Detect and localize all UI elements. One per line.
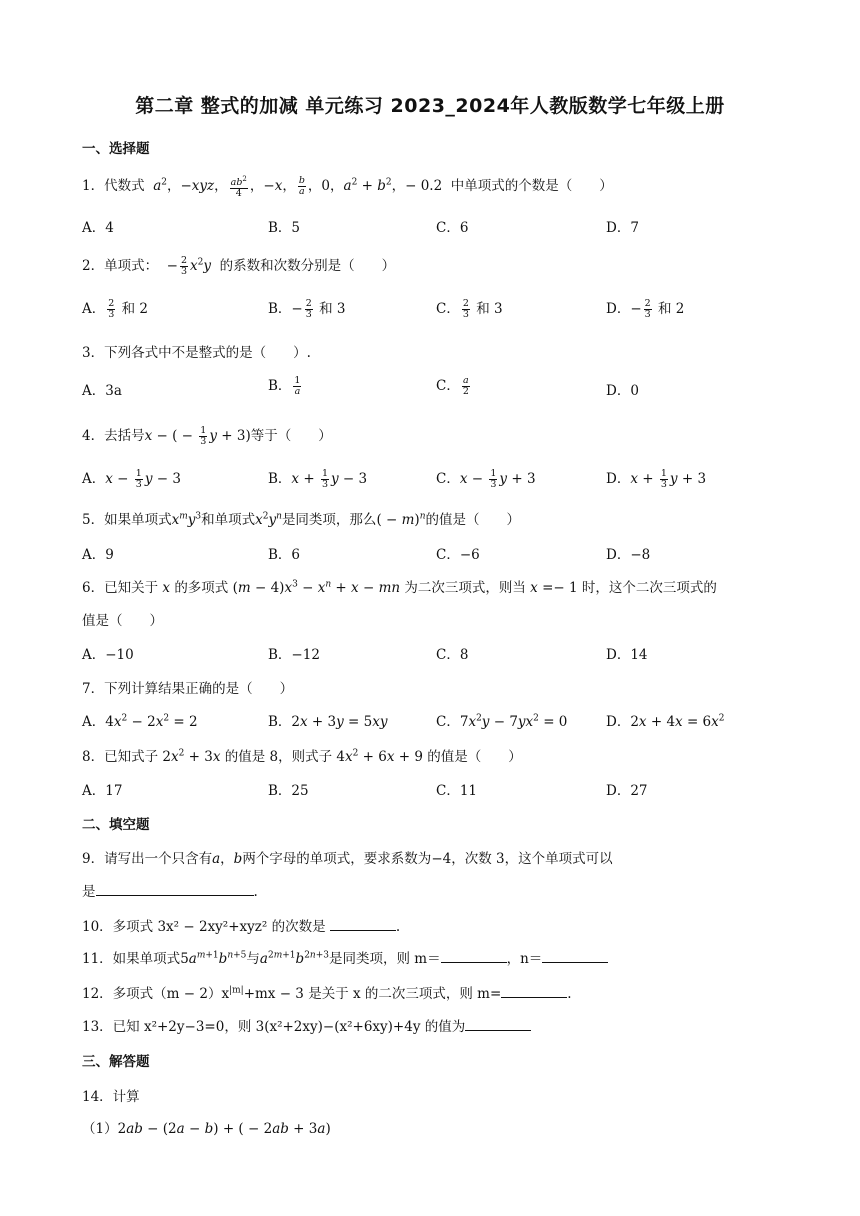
q13-answer-blank[interactable] (465, 1018, 531, 1031)
question-14-part-1: （1）2ab − (2a − b) + ( − 2ab + 3a) (82, 1121, 331, 1137)
question-12: 12．多项式$(m - 2)x^{|m|}+mx - 3$ 是关于 x 的二次三项式，则 m= . (82, 985, 572, 1002)
q5-option-d: D．−8 (606, 547, 651, 563)
q7-option-a: A．$4x^2 - 2x^2 = 2$ (82, 713, 198, 730)
question-11: 11．如果单项式$5a^{m+1}b^{n+5}$与$a^{2m+1}b^{2n+3}$是同类项，则 m＝ ，n＝ (82, 947, 608, 967)
q1-option-c: C．6 (436, 220, 469, 236)
q4-prefix: 4．去括号 (82, 428, 145, 444)
q9-answer-blank[interactable] (96, 883, 254, 896)
q4-expression: x − ( − $\frac{1}{3}$ y + 3) (144, 425, 251, 447)
section-choice-heading: 一、选择题 (82, 141, 150, 157)
q2-expression: − $\frac{2}{3}$ $x^2y$ (162, 255, 212, 277)
q4-option-c: C．x − $\frac{1}{3}$ y + 3 (436, 468, 536, 490)
q11-n-blank[interactable] (542, 950, 608, 963)
question-2 (82, 254, 395, 277)
q7-option-c: C．$7x^2y - 7yx^2 = 0$ (436, 713, 568, 730)
q2-option-c: C． $\frac{2}{3}$ 和 3 (436, 298, 503, 320)
question-1 (82, 174, 613, 199)
question-5: 5．如果单项式$x^my^3$和单项式$x^2y^n$是同类项，那么( − m)$^n$的值是（ ） (82, 511, 520, 528)
q3-option-c: C． $\frac{a}{2}$ (436, 375, 469, 397)
q8-option-a: A．17 (82, 783, 123, 799)
document-title: 第二章 整式的加减 单元练习 2023_2024年人教版数学七年级上册 (135, 95, 725, 117)
question-6: 6．已知关于 x 的多项式 $(m - 4)x^3 - x^n + x$ − mn 为二次三项式，则当 x =− 1 时，这个二次三项式的 (82, 579, 717, 596)
q6-option-a: A．−10 (82, 647, 134, 663)
q1-option-d: D．7 (606, 220, 639, 236)
q2-suffix: 的系数和次数分别是（ ） (219, 258, 396, 274)
q4-suffix: 等于（ ） (250, 428, 332, 444)
q5-option-a: A．9 (82, 547, 114, 563)
question-9-continued: 是 . (82, 884, 258, 900)
question-4 (82, 424, 332, 447)
q11-m-blank[interactable] (441, 950, 507, 963)
q5-option-b: B．6 (268, 547, 301, 563)
q1-expressions: $a^2$，−xyz， $\frac{ab^2}{4}$ ，−x， $\frac{b}{a}$ ，0，$a^2 + b^2$，− 0.2 (153, 175, 447, 200)
q7-option-d: D．$2x + 4x = 6x^2$ (606, 713, 725, 730)
q3-option-b: B． $\frac{1}{a}$ (268, 375, 301, 397)
q4-option-b: B．x + $\frac{1}{3}$ y − 3 (268, 468, 368, 490)
q2-prefix: 2．单项式： (82, 258, 159, 274)
q8-option-c: C．11 (436, 783, 478, 799)
q2-option-d: D．− $\frac{2}{3}$ 和 2 (606, 298, 685, 320)
q8-option-d: D．27 (606, 783, 648, 799)
question-10: 10．多项式 3x² − 2xy²+xyz² 的次数是 . (82, 919, 401, 935)
q2-option-a: A． $\frac{2}{3}$ 和 2 (82, 298, 148, 320)
q3-option-d: D．0 (606, 383, 639, 399)
q1-prefix: 1．代数式 (82, 178, 145, 195)
q12-answer-blank[interactable] (501, 985, 567, 998)
q6-option-d: D．14 (606, 647, 648, 663)
q4-option-a: A．x − $\frac{1}{3}$ y − 3 (82, 468, 181, 490)
section-fill-heading: 二、填空题 (82, 817, 150, 833)
q6-option-c: C．8 (436, 647, 469, 663)
question-7: 7．下列计算结果正确的是（ ） (82, 681, 294, 697)
q1-suffix: 中单项式的个数是（ ） (450, 178, 613, 195)
q4-option-d: D．x + $\frac{1}{3}$ y + 3 (606, 468, 707, 490)
question-8: 8．已知式子 $2x^2 + 3x$ 的值是 8，则式子 $4x^2 + 6x + 9$ 的值是（ ） (82, 748, 522, 765)
q7-option-b: B．2x + 3y = 5xy (268, 714, 388, 730)
q3-option-a: A．3a (82, 383, 122, 399)
q1-option-a: A．4 (82, 220, 114, 236)
section-solve-heading: 三、解答题 (82, 1054, 150, 1070)
q6-option-b: B．−12 (268, 647, 320, 663)
q5-option-c: C．−6 (436, 547, 480, 563)
q1-option-b: B．5 (268, 220, 301, 236)
q8-option-b: B．25 (268, 783, 309, 799)
question-3: 3．下列各式中不是整式的是（ ）. (82, 345, 311, 361)
question-6-continued: 值是（ ） (82, 613, 163, 629)
q2-option-b: B．− $\frac{2}{3}$ 和 3 (268, 298, 346, 320)
question-14: 14．计算 (82, 1089, 140, 1105)
q10-answer-blank[interactable] (330, 918, 396, 931)
question-13: 13．已知 x²+2y−3=0，则 3(x²+2xy)−(x²+6xy)+4y 的值为 (82, 1015, 531, 1035)
question-9: 9．请写出一个只含有a，b两个字母的单项式，要求系数为−4，次数 3，这个单项式可以 (82, 851, 613, 867)
